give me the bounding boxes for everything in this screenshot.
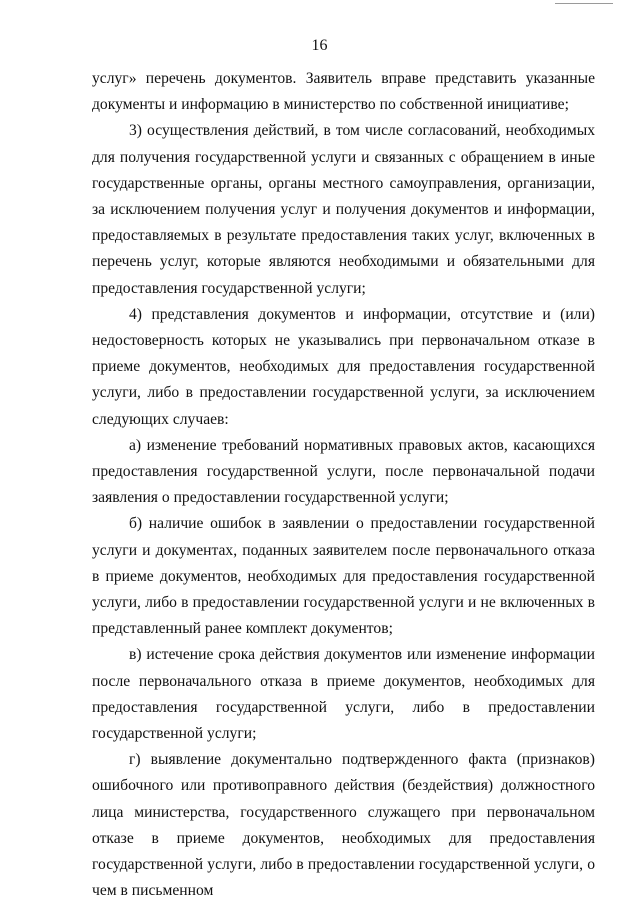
paragraph-item-4: 4) представления документов и информации, отсутствие и (или) недостоверность которых не указывались при первоначальном отказе в приеме документов, необходимых для предоставления государственной услуги, либо в предоставлении государственной услуги, за исключением следующих случаев: xyxy=(92,305,595,428)
paragraph-subitem-b: б) наличие ошибок в заявлении о предоставлении государственной услуги и документах, поданных заявителем после первоначального отказа в приеме документов, необходимых для предоставления государственной услуги, либо в предоставлении государственной услуги и не включенных в представленный ранее комплект документов; xyxy=(92,515,595,638)
paragraph-subitem-g: г) выявление документально подтвержденного факта (признаков) ошибочного или противоправного действия (бездействия) должностного лица министерства, государственного служащего при первоначальном отказе в приеме документов, необходимых для предоставления государственной услуги, либо в предоставлении государственной услуги, о чем в письменном xyxy=(92,751,595,900)
paragraph-continued: услуг» перечень документов. Заявитель вправе представить указанные документы и информацию в министерство по собственной инициативе; xyxy=(92,70,595,114)
paragraph-item-3: 3) осуществления действий, в том числе согласований, необходимых для получения государственной услуги и связанных с обращением в иные государственные органы, органы местного самоуправления, организации, за исключением получения услуг и получения документов и информации, предоставляемых в результате предоставления таких услуг, включенных в перечень услуг, которые являются необходимыми и обязательными для предоставления государственной услуги; xyxy=(92,122,595,297)
paragraph-subitem-v: в) истечение срока действия документов или изменение информации после первоначального отказа в приеме документов, необходимых для предоставления государственной услуги, либо в предоставлении государственной услуги; xyxy=(92,646,595,743)
page-number: 16 xyxy=(311,37,328,54)
corner-mark xyxy=(555,0,613,4)
paragraph-subitem-a: а) изменение требований нормативных правовых актов, касающихся предоставления государственной услуги, после первоначальной подачи заявления о предоставлении государственной услуги; xyxy=(92,436,595,507)
body-text xyxy=(92,66,595,905)
